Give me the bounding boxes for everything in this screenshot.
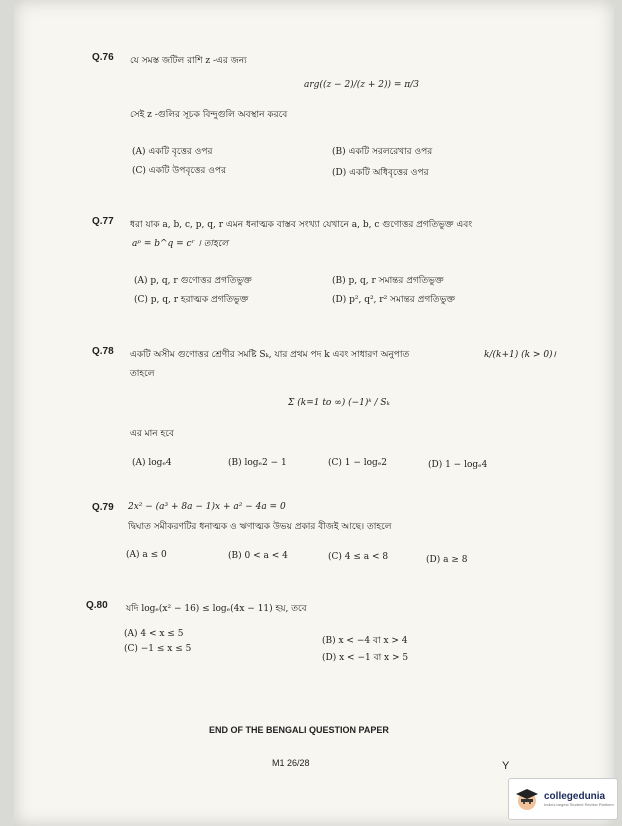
question-stem-3: এর মান হবে: [130, 429, 174, 439]
question-number: Q.77: [92, 216, 114, 227]
option-d[interactable]: (D) p², q², r² সমান্তর প্রগতিভুক্ত: [332, 295, 456, 305]
option-b[interactable]: (B) 0 < a < 4: [228, 551, 288, 561]
option-b[interactable]: (B) একটি সরলরেখার ওপর: [332, 147, 433, 157]
option-c[interactable]: (C) 4 ≤ a < 8: [328, 552, 389, 562]
option-b[interactable]: (B) p, q, r সমান্তর প্রগতিভুক্ত: [332, 276, 444, 286]
option-a[interactable]: (A) একটি বৃত্তের ওপর: [132, 147, 213, 157]
question-stem-2: সেই z -গুলির সূচক বিন্দুগুলি অবস্থান করবে: [130, 110, 288, 120]
page-mark: Y: [502, 760, 510, 772]
option-c[interactable]: (C) একটি উপবৃত্তের ওপর: [132, 166, 226, 176]
ratio-expression: k/(k+1) (k > 0)।: [484, 350, 556, 360]
question-stem: যে সমস্ত জটিল রাশি z -এর জন্য: [130, 56, 247, 66]
option-d[interactable]: (D) x < −1 বা x > 5: [322, 653, 409, 663]
collegedunia-watermark[interactable]: [508, 778, 618, 820]
option-c[interactable]: (C) p, q, r হরাত্মক প্রগতিভুক্ত: [134, 295, 249, 305]
question-stem: যদি logₑ(x² − 16) ≤ logₑ(4x − 11) হয়, তবে: [126, 604, 307, 614]
exam-page: [14, 0, 614, 826]
option-a[interactable]: (A) a ≤ 0: [126, 550, 167, 560]
option-d[interactable]: (D) a ≥ 8: [426, 555, 468, 565]
question-stem: 2x² − (a³ + 8a − 1)x + a² − 4a = 0: [128, 502, 286, 512]
option-d[interactable]: (D) 1 − logₑ4: [428, 460, 488, 470]
question-number: Q.79: [92, 502, 114, 513]
option-a[interactable]: (A) logₑ4: [132, 458, 172, 468]
question-stem-2: দ্বিঘাত সমীকরণটির ধনাত্মক ও ঋণাত্মক উভয় প্রকার বীজই আছে। তাহলে: [128, 522, 392, 532]
brand-tagline: India's largest Student Review Platform: [544, 802, 614, 807]
brand-name: collegedunia: [544, 791, 606, 802]
question-number: Q.78: [92, 346, 114, 357]
question-stem: একটি অসীম গুণোত্তর শ্রেণীর সমষ্টি Sₖ, যার প্রথম পদ k এবং সাধারণ অনুপাত: [130, 350, 410, 360]
question-stem: ধরা যাক a, b, c, p, q, r এমন ধনাত্মক বাস্তব সংখ্যা যেখানে a, b, c গুণোত্তর প্রগতিভুক্ত এবং: [130, 220, 473, 230]
option-d[interactable]: (D) একটি অধিবৃত্তের ওপর: [332, 168, 429, 178]
question-stem-2: তাহলে: [130, 369, 155, 379]
question-number: Q.80: [86, 600, 108, 611]
option-c[interactable]: (C) −1 ≤ x ≤ 5: [124, 644, 192, 654]
question-number: Q.76: [92, 52, 114, 63]
question-stem-2: aᵖ = b^q = cʳ । তাহলে: [132, 239, 229, 249]
end-of-paper-text: END OF THE BENGALI QUESTION PAPER: [209, 725, 389, 735]
option-c[interactable]: (C) 1 − logₑ2: [328, 458, 388, 468]
graduate-cap-icon: [514, 786, 540, 812]
option-a[interactable]: (A) p, q, r গুণোত্তর প্রগতিভুক্ত: [134, 276, 252, 286]
sum-expression: Σ (k=1 to ∞) (−1)ᵏ / Sₖ: [288, 398, 390, 408]
question-equation: arg((z − 2)/(z + 2)) = π/3: [304, 80, 419, 90]
option-b[interactable]: (B) logₑ2 − 1: [228, 458, 287, 468]
page-code: M1 26/28: [272, 758, 310, 768]
option-b[interactable]: (B) x < −4 বা x > 4: [322, 636, 408, 646]
option-a[interactable]: (A) 4 < x ≤ 5: [124, 629, 184, 639]
